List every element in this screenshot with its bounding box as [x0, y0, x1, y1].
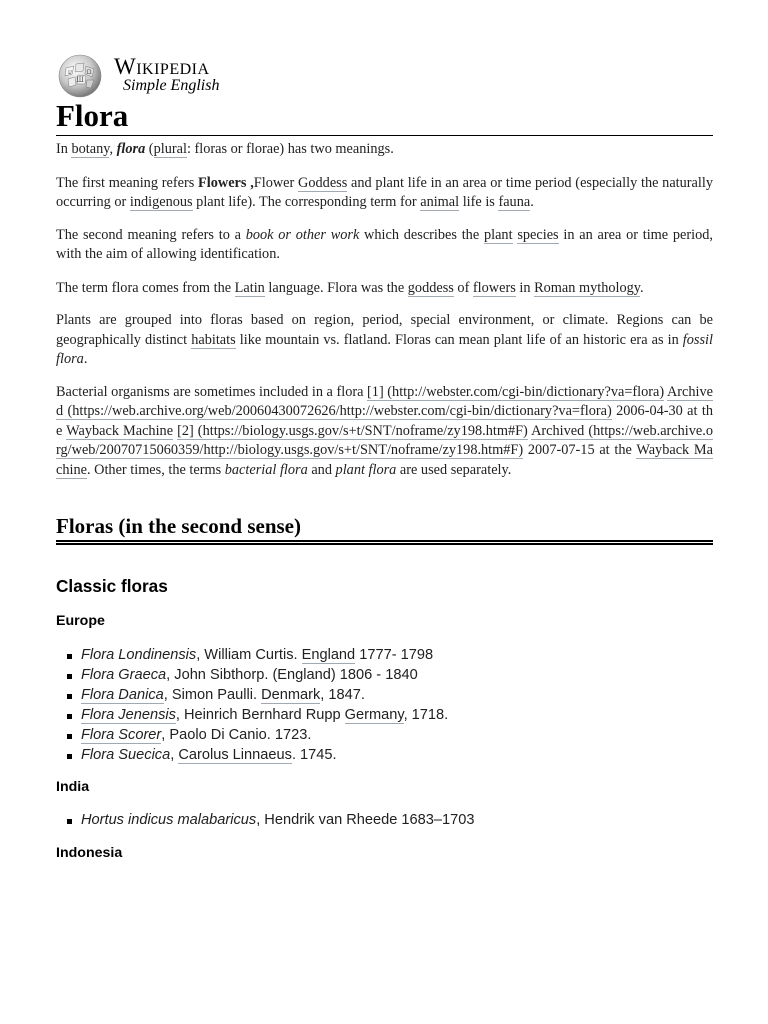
region-heading-europe: Europe — [56, 613, 105, 629]
intro-paragraph-6: Bacterial organisms are sometimes included in a flora [1] (http://webster.com/cgi-bin/dictionary?va=flora) Archived (https://web.archive.org/web/20060430072626/http://webster.com/cgi-bin/dictionary?va=flora) 2006-04-30 at the Wayback Machine [2] (https://biology.usgs.gov/s+t/SNT/noframe/zy198.htm#F) Archived (https://web.archive.org/web/20070715060359/http://biology.usgs.gov/s+t/SNT/noframe/zy198.htm#F) 2007-07-15 at the Wayback Machine. Other times, the terms bacterial flora and plant flora are used separately. — [56, 383, 713, 478]
svg-text:ש: ש — [67, 69, 73, 76]
link-flora-jenensis[interactable]: Flora Jenensis — [81, 707, 176, 723]
region-heading-india: India — [56, 779, 90, 795]
list-item: Flora Suecica, Carolus Linnaeus. 1745. — [81, 745, 713, 765]
article-page — [56, 52, 713, 861]
link-animal[interactable]: animal — [420, 194, 460, 210]
link-goddess-2[interactable]: goddess — [407, 279, 454, 296]
list-item: Flora Graeca, John Sibthorp. (England) 1806 - 1840 — [81, 665, 713, 685]
europe-floras-list — [56, 645, 713, 765]
list-item: Flora Scorer, Paolo Di Canio. 1723. — [81, 725, 713, 745]
link-latin[interactable]: Latin — [234, 279, 265, 296]
link-botany[interactable]: botany — [71, 141, 110, 157]
link-wayback-machine-1[interactable]: Wayback Machine — [66, 422, 174, 439]
link-species[interactable]: species — [517, 226, 559, 243]
reference-link-1[interactable]: [1] (http://webster.com/cgi-bin/dictionary?va=flora) — [367, 383, 665, 400]
term-book: book or other work — [245, 226, 360, 243]
logo-subtitle: Simple English — [123, 77, 220, 94]
term-flowers: Flowers , — [198, 174, 254, 191]
link-flora-danica[interactable]: Flora Danica — [81, 687, 164, 703]
link-england[interactable]: England — [301, 647, 356, 663]
region-heading-indonesia: Indonesia — [56, 845, 123, 861]
term-plant-flora: plant flora — [335, 461, 397, 478]
link-flowers[interactable]: flowers — [472, 279, 516, 296]
link-goddess[interactable]: Goddess — [298, 174, 348, 191]
term-flora: flora — [116, 141, 146, 157]
intro-paragraph-4: The term flora comes from the Latin language. Flora was the goddess of flowers in Roman mythology. — [56, 279, 644, 296]
link-denmark[interactable]: Denmark — [261, 687, 321, 703]
intro-paragraph-5: Plants are grouped into floras based on region, period, special environment, or climate. Regions can be geographically distinct habitats like mountain vs. flatland. Floras can mean plant life of an historic era as in fossil flora. — [56, 312, 713, 367]
list-item: Flora Londinensis, William Curtis. England 1777- 1798 — [81, 645, 713, 665]
intro-paragraph-2: The first meaning refers Flowers ,Flower Goddess and plant life in an area or time period (especially the naturally occurring or indigenous plant life). The corresponding term for animal life is fauna. — [56, 174, 713, 210]
page-title: Flora — [56, 97, 713, 136]
link-fauna[interactable]: fauna — [498, 194, 531, 210]
link-flora-scorer[interactable]: Flora Scorer — [81, 727, 162, 743]
link-indigenous[interactable]: indigenous — [129, 194, 193, 210]
archived-link-1[interactable]: Archived (https://web.archive.org/web/20060430072626/http://webster.com/cgi-bin/dictionary?va=flora) — [56, 383, 713, 419]
list-item: Flora Danica, Simon Paulli. Denmark, 1847. — [81, 685, 713, 705]
archived-link-2[interactable]: Archived (https://web.archive.org/web/20070715060359/http://biology.usgs.gov/s+t/SNT/noframe/zy198.htm#F) — [56, 422, 713, 458]
section-heading: Floras (in the second sense) — [56, 512, 713, 545]
list-item: Flora Jenensis, Heinrich Bernhard Rupp Germany, 1718. — [81, 705, 713, 725]
link-roman-mythology[interactable]: Roman mythology — [534, 279, 640, 296]
india-floras-list — [56, 810, 713, 830]
intro-paragraph-1: In botany, flora (plural: floras or florae) has two meanings. — [56, 141, 394, 157]
link-habitats[interactable]: habitats — [191, 331, 236, 348]
term-bacterial-flora: bacterial flora — [224, 461, 308, 478]
list-item: Hortus indicus malabaricus, Hendrik van Rheede 1683–1703 — [81, 810, 713, 830]
link-plant[interactable]: plant — [483, 226, 513, 243]
logo-wordmark: Wikipedia — [114, 54, 210, 79]
svg-text:Ш: Ш — [76, 76, 84, 84]
site-logo[interactable] — [56, 52, 713, 98]
link-wayback-machine-2[interactable]: Wayback Machine — [56, 442, 713, 478]
wikipedia-globe-icon — [56, 54, 104, 98]
term-fossil-flora: fossil flora — [56, 331, 713, 367]
link-plural[interactable]: plural — [153, 141, 187, 157]
intro-paragraph-3: The second meaning refers to a book or other work which describes the plant species in an area or time period, with the aim of allowing identification. — [56, 226, 714, 262]
svg-text:Ω: Ω — [86, 69, 92, 76]
subsection-heading: Classic floras — [56, 576, 168, 596]
link-germany[interactable]: Germany — [344, 707, 404, 723]
link-carolus-linnaeus[interactable]: Carolus Linnaeus — [178, 747, 292, 763]
reference-link-2[interactable]: [2] (https://biology.usgs.gov/s+t/SNT/noframe/zy198.htm#F) — [177, 422, 528, 439]
